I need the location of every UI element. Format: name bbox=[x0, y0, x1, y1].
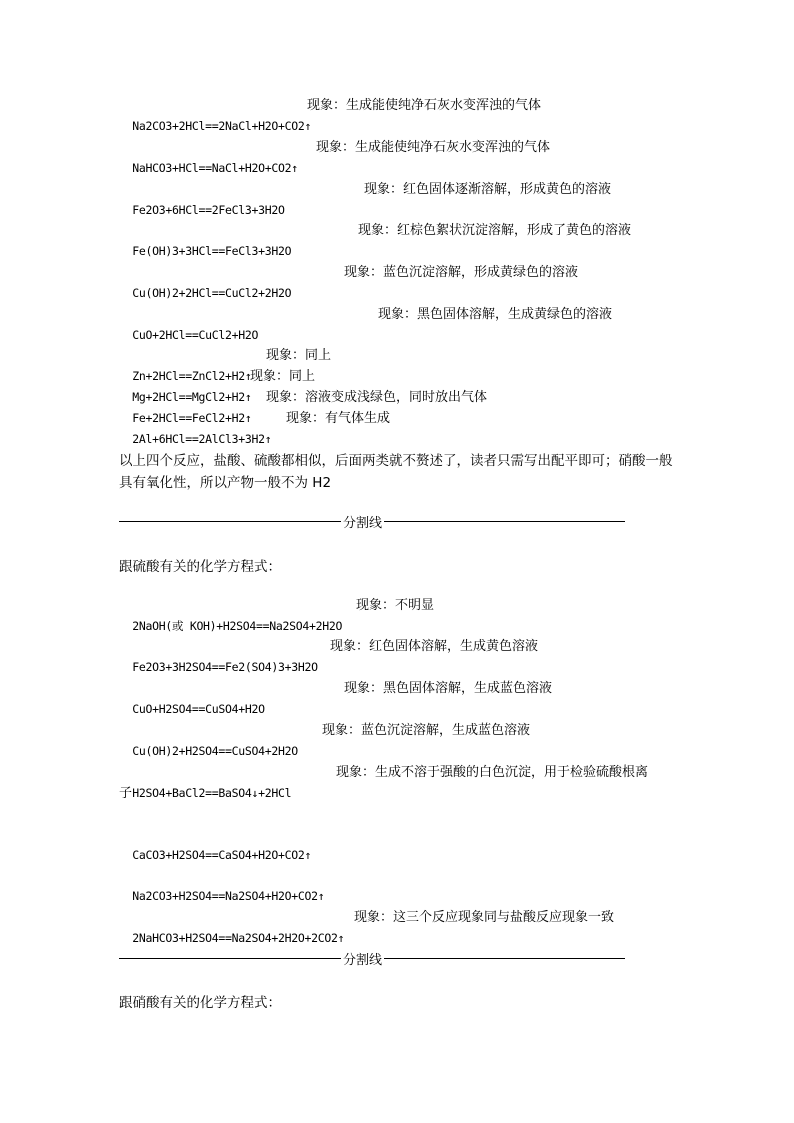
equation: Fe+2HCl==FeCl2+H2↑ bbox=[132, 411, 252, 425]
equation: Fe(OH)3+3HCl==FeCl3+3H2O bbox=[132, 244, 292, 258]
phenomenon: 现象：黑色固体溶解，生成蓝色溶液 bbox=[344, 681, 553, 696]
phenomenon: 现象：蓝色沉淀溶解，生成蓝色溶液 bbox=[322, 723, 531, 738]
divider-rule bbox=[119, 958, 341, 959]
section-heading: 跟硝酸有关的化学方程式： bbox=[119, 995, 281, 1011]
note-paragraph: 以上四个反应，盐酸、硫酸都相似，后面两类就不赘述了，读者只需写出配平即可；硝酸一般具有氧化性，所以产物一般不为 H2 bbox=[119, 453, 673, 491]
section-heading: 跟硫酸有关的化学方程式： bbox=[119, 559, 281, 575]
equation: CuO+H2SO4==CuSO4+H2O bbox=[132, 702, 265, 716]
divider-rule bbox=[384, 958, 625, 959]
sulfuric-reaction-row bbox=[119, 825, 311, 865]
sulfuric-reaction-continuation: 子 bbox=[119, 786, 133, 801]
divider-rule bbox=[384, 521, 625, 522]
equation: 2NaOH(或 KOH)+H2SO4==Na2SO4+2H2O bbox=[132, 619, 343, 633]
equation: H2SO4+BaCl2==BaSO4↓+2HCl bbox=[132, 786, 292, 800]
phenomenon: 现象：生成能使纯净石灰水变浑浊的气体 bbox=[316, 140, 551, 155]
phenomenon: 现象：有气体生成 bbox=[286, 411, 391, 426]
equation: NaHCO3+HCl==NaCl+H2O+CO2↑ bbox=[132, 161, 298, 175]
equation: Fe2O3+6HCl==2FeCl3+3H2O bbox=[132, 203, 285, 217]
section-divider bbox=[119, 948, 625, 968]
equation: Zn+2HCl==ZnCl2+H2↑ bbox=[132, 369, 252, 383]
divider-rule bbox=[119, 521, 341, 522]
equation: 2NaHCO3+H2SO4==Na2SO4+2H2O+2CO2↑ bbox=[132, 931, 345, 945]
equation: Na2CO3+2HCl==2NaCl+H2O+CO2↑ bbox=[132, 119, 312, 133]
phenomenon: 现象：红棕色絮状沉淀溶解，形成了黄色的溶液 bbox=[358, 223, 632, 238]
equation: CaCO3+H2SO4==CaSO4+H2O+CO2↑ bbox=[132, 848, 312, 862]
equation: Cu(OH)2+2HCl==CuCl2+2H2O bbox=[132, 286, 292, 300]
divider-label: 分割线 bbox=[343, 952, 383, 968]
phenomenon: 现象：红色固体逐渐溶解，形成黄色的溶液 bbox=[364, 182, 612, 197]
equation: Na2CO3+H2SO4==Na2SO4+H2O+CO2↑ bbox=[132, 889, 325, 903]
phenomenon: 现象：溶液变成浅绿色，同时放出气体 bbox=[266, 390, 488, 405]
equation: Mg+2HCl==MgCl2+H2↑ bbox=[132, 390, 252, 404]
phenomenon: 现象：生成不溶于强酸的白色沉淀，用于检验硫酸根离 bbox=[336, 765, 649, 780]
equation: Cu(OH)2+H2SO4==CuSO4+2H2O bbox=[132, 744, 298, 758]
equation: Fe2O3+3H2SO4==Fe2(SO4)3+3H2O bbox=[132, 660, 318, 674]
phenomenon: 现象：这三个反应现象同与盐酸反应现象一致 bbox=[354, 910, 615, 925]
equation: CuO+2HCl==CuCl2+H2O bbox=[132, 328, 259, 342]
sulfuric-reaction-row bbox=[119, 763, 649, 823]
phenomenon: 现象：黑色固体溶解，生成黄绿色的溶液 bbox=[378, 307, 613, 322]
equation: 2Al+6HCl==2AlCl3+3H2↑ bbox=[132, 432, 272, 446]
phenomenon: 现象：同上 bbox=[266, 348, 332, 363]
phenomenon: 现象：蓝色沉淀溶解，形成黄绿色的溶液 bbox=[344, 265, 579, 280]
phenomenon: 现象：红色固体溶解，生成黄色溶液 bbox=[330, 639, 539, 654]
phenomenon: 现象：同上 bbox=[250, 369, 316, 384]
phenomenon: 现象：不明显 bbox=[356, 598, 435, 613]
section-divider bbox=[119, 511, 625, 531]
sulfuric-reaction-row bbox=[119, 866, 324, 906]
phenomenon: 现象：生成能使纯净石灰水变浑浊的气体 bbox=[307, 98, 542, 113]
divider-label: 分割线 bbox=[343, 515, 383, 531]
